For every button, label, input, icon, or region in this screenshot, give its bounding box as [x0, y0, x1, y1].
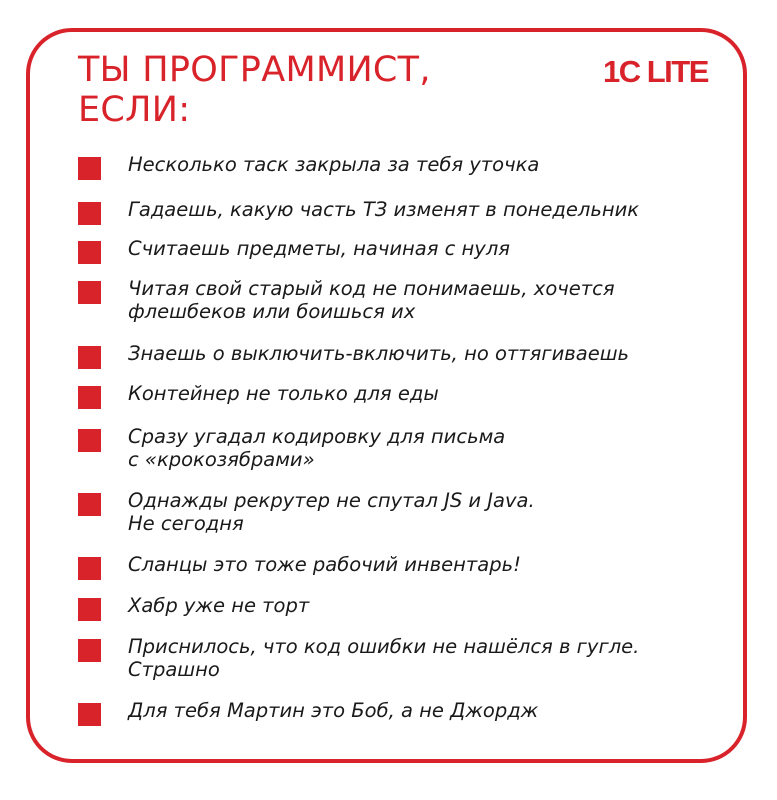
list-item-line-1: Хабр уже не торт	[128, 594, 310, 617]
list-item-text	[128, 277, 728, 323]
list-item-line-1: Знаешь о выключить-включить, но оттягиваешь	[128, 342, 630, 365]
list-item-text	[128, 237, 728, 260]
list-item-text	[128, 425, 728, 471]
page-title	[78, 50, 431, 130]
list-item-text	[128, 382, 728, 405]
title-line-1: ТЫ ПРОГРАММИСТ,	[78, 50, 431, 90]
list-item-line-1: Однажды рекрутер не спутал JS и Java.	[128, 489, 535, 512]
square-bullet-icon	[78, 346, 101, 369]
list-item-text	[128, 198, 728, 221]
list-item-text	[128, 553, 728, 576]
list-item-line-2: Страшно	[128, 658, 220, 681]
square-bullet-icon	[78, 429, 101, 452]
square-bullet-icon	[78, 598, 101, 621]
title-line-2: ЕСЛИ:	[78, 90, 191, 130]
list-item-line-1: Сразу угадал кодировку для письма	[128, 425, 506, 448]
list-item-line-1: Несколько таск закрыла за тебя уточка	[128, 153, 540, 176]
list-item-line-2: флешбеков или боишься их	[128, 300, 416, 323]
list-item-text	[128, 342, 728, 365]
list-item-text	[128, 594, 728, 617]
list-item-line-1: Приснилось, что код ошибки не нашёлся в гугле.	[128, 635, 640, 658]
brand-logo: 1C LITE	[603, 54, 708, 89]
list-item-text	[128, 153, 728, 176]
list-item-line-1: Сланцы это тоже рабочий инвентарь!	[128, 553, 521, 576]
list-item-line-2: с «крокозябрами»	[128, 448, 315, 471]
square-bullet-icon	[78, 241, 101, 264]
square-bullet-icon	[78, 202, 101, 225]
square-bullet-icon	[78, 557, 101, 580]
square-bullet-icon	[78, 386, 101, 409]
list-item-text	[128, 699, 728, 722]
list-item-line-1: Гадаешь, какую часть ТЗ изменят в понедельник	[128, 198, 640, 221]
square-bullet-icon	[78, 281, 101, 304]
list-item-line-1: Считаешь предметы, начиная с нуля	[128, 237, 511, 260]
list-item-line-2: Не сегодня	[128, 512, 244, 535]
square-bullet-icon	[78, 493, 101, 516]
square-bullet-icon	[78, 703, 101, 726]
list-item-line-1: Читая свой старый код не понимаешь, хочется	[128, 277, 615, 300]
list-item-line-1: Контейнер не только для еды	[128, 382, 439, 405]
list-item-text	[128, 635, 728, 681]
square-bullet-icon	[78, 157, 101, 180]
list-item-line-1: Для тебя Мартин это Боб, а не Джордж	[128, 699, 539, 722]
list-item-text	[128, 489, 728, 535]
square-bullet-icon	[78, 639, 101, 662]
